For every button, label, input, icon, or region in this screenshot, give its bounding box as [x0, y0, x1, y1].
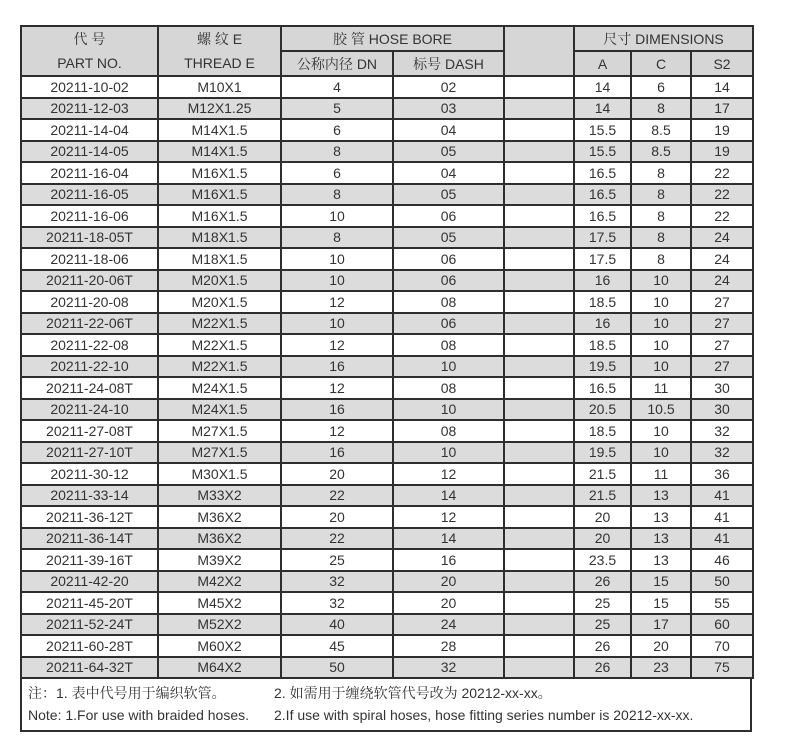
table-row: [21, 506, 753, 528]
cell-dn: 16: [281, 442, 393, 464]
cell-c: 10: [631, 334, 691, 356]
cell-dash: 08: [393, 291, 504, 313]
note-cn-2: 2. 如需用于缠绕软管代号改为 20212-xx-xx。: [274, 685, 552, 701]
cell-blank: [504, 635, 574, 657]
cell-thread_e: M45X2: [158, 592, 281, 614]
cell-c: 10: [631, 270, 691, 292]
cell-part_no: 20211-14-04: [21, 119, 158, 141]
cell-s2: 27: [691, 334, 753, 356]
cell-dn: 6: [281, 119, 393, 141]
note-line-cn: [28, 682, 750, 704]
cell-dn: 10: [281, 205, 393, 227]
cell-dash: 08: [393, 334, 504, 356]
cell-part_no: 20211-22-10: [21, 356, 158, 378]
cell-s2: 27: [691, 313, 753, 335]
cell-thread_e: M18X1.5: [158, 227, 281, 249]
cell-part_no: 20211-42-20: [21, 571, 158, 593]
cell-blank: [504, 356, 574, 378]
cell-part_no: 20211-22-06T: [21, 313, 158, 335]
cell-s2: 30: [691, 399, 753, 421]
cell-a: 25: [574, 592, 631, 614]
cell-part_no: 20211-20-08: [21, 291, 158, 313]
table-row: [21, 291, 753, 313]
cell-blank: [504, 442, 574, 464]
cell-part_no: 20211-24-08T: [21, 377, 158, 399]
cell-dn: 8: [281, 141, 393, 163]
cell-c: 13: [631, 485, 691, 507]
cell-s2: 24: [691, 227, 753, 249]
header-part-no-en: PART NO.: [57, 55, 122, 71]
cell-part_no: 20211-64-32T: [21, 657, 158, 679]
cell-blank: [504, 657, 574, 679]
table-row: [21, 377, 753, 399]
cell-s2: 46: [691, 549, 753, 571]
cell-part_no: 20211-18-06: [21, 248, 158, 270]
table-row: [21, 356, 753, 378]
cell-thread_e: M12X1.25: [158, 98, 281, 120]
cell-dash: 20: [393, 571, 504, 593]
cell-s2: 19: [691, 141, 753, 163]
cell-part_no: 20211-60-28T: [21, 635, 158, 657]
cell-dn: 8: [281, 184, 393, 206]
cell-blank: [504, 248, 574, 270]
cell-part_no: 20211-27-10T: [21, 442, 158, 464]
cell-a: 14: [574, 76, 631, 98]
cell-blank: [504, 313, 574, 335]
cell-thread_e: M39X2: [158, 549, 281, 571]
cell-a: 18.5: [574, 291, 631, 313]
cell-c: 23: [631, 657, 691, 679]
cell-c: 20: [631, 635, 691, 657]
header-part-no: [21, 26, 158, 76]
header-thread: [158, 26, 281, 76]
cell-a: 21.5: [574, 485, 631, 507]
cell-c: 8: [631, 162, 691, 184]
cell-s2: 32: [691, 442, 753, 464]
cell-dash: 04: [393, 162, 504, 184]
cell-s2: 14: [691, 76, 753, 98]
cell-thread_e: M36X2: [158, 506, 281, 528]
cell-part_no: 20211-30-12: [21, 463, 158, 485]
cell-part_no: 20211-22-08: [21, 334, 158, 356]
header-row-1: [21, 26, 753, 51]
cell-a: 20.5: [574, 399, 631, 421]
cell-a: 23.5: [574, 549, 631, 571]
cell-a: 16.5: [574, 162, 631, 184]
cell-dash: 32: [393, 657, 504, 679]
table-row: [21, 141, 753, 163]
cell-c: 15: [631, 571, 691, 593]
cell-thread_e: M64X2: [158, 657, 281, 679]
cell-c: 10.5: [631, 399, 691, 421]
table-body: [21, 76, 753, 678]
table-row: [21, 420, 753, 442]
cell-thread_e: M24X1.5: [158, 399, 281, 421]
cell-dash: 02: [393, 76, 504, 98]
table-row: [21, 614, 753, 636]
cell-thread_e: M27X1.5: [158, 442, 281, 464]
cell-part_no: 20211-20-06T: [21, 270, 158, 292]
cell-dn: 16: [281, 399, 393, 421]
cell-dn: 5: [281, 98, 393, 120]
table-row: [21, 442, 753, 464]
cell-blank: [504, 76, 574, 98]
cell-s2: 50: [691, 571, 753, 593]
cell-c: 11: [631, 377, 691, 399]
cell-s2: 22: [691, 162, 753, 184]
cell-c: 13: [631, 506, 691, 528]
cell-blank: [504, 141, 574, 163]
cell-thread_e: M42X2: [158, 571, 281, 593]
cell-dn: 12: [281, 420, 393, 442]
table-row: [21, 227, 753, 249]
cell-a: 18.5: [574, 334, 631, 356]
cell-thread_e: M20X1.5: [158, 270, 281, 292]
table-row: [21, 592, 753, 614]
table-row: [21, 98, 753, 120]
cell-a: 15.5: [574, 141, 631, 163]
cell-dash: 05: [393, 184, 504, 206]
cell-blank: [504, 549, 574, 571]
note-en-1: Note: 1.For use with braided hoses.: [28, 707, 250, 723]
cell-blank: [504, 98, 574, 120]
cell-part_no: 20211-33-14: [21, 485, 158, 507]
header-part-no-cn: 代 号: [73, 31, 106, 47]
note-en-2: 2.If use with spiral hoses, hose fitting series number is 20212-xx-xx.: [274, 707, 694, 723]
cell-blank: [504, 399, 574, 421]
cell-thread_e: M14X1.5: [158, 119, 281, 141]
cell-c: 8: [631, 205, 691, 227]
header-dimensions-group: 尺寸 DIMENSIONS: [574, 26, 753, 51]
table-row: [21, 205, 753, 227]
header-thread-en: THREAD E: [184, 55, 255, 71]
cell-s2: 75: [691, 657, 753, 679]
table-row: [21, 528, 753, 550]
cell-dn: 6: [281, 162, 393, 184]
cell-thread_e: M22X1.5: [158, 313, 281, 335]
cell-dn: 32: [281, 592, 393, 614]
header-s2: S2: [691, 51, 753, 76]
cell-thread_e: M20X1.5: [158, 291, 281, 313]
cell-c: 10: [631, 420, 691, 442]
cell-a: 25: [574, 614, 631, 636]
cell-dash: 10: [393, 442, 504, 464]
header-hose-bore-group: 胶 管 HOSE BORE: [281, 26, 504, 51]
cell-c: 10: [631, 356, 691, 378]
header-dash: 标号 DASH: [393, 51, 504, 76]
cell-thread_e: M22X1.5: [158, 356, 281, 378]
cell-part_no: 20211-36-14T: [21, 528, 158, 550]
cell-dn: 10: [281, 313, 393, 335]
cell-c: 13: [631, 549, 691, 571]
table-row: [21, 463, 753, 485]
cell-s2: 36: [691, 463, 753, 485]
cell-a: 20: [574, 528, 631, 550]
cell-dn: 10: [281, 248, 393, 270]
cell-part_no: 20211-24-10: [21, 399, 158, 421]
cell-part_no: 20211-27-08T: [21, 420, 158, 442]
cell-blank: [504, 205, 574, 227]
cell-dn: 50: [281, 657, 393, 679]
table-row: [21, 162, 753, 184]
cell-dn: 12: [281, 377, 393, 399]
cell-a: 26: [574, 571, 631, 593]
cell-s2: 22: [691, 205, 753, 227]
cell-thread_e: M60X2: [158, 635, 281, 657]
cell-dn: 45: [281, 635, 393, 657]
cell-dash: 20: [393, 592, 504, 614]
cell-dn: 25: [281, 549, 393, 571]
cell-a: 26: [574, 635, 631, 657]
cell-a: 17.5: [574, 248, 631, 270]
cell-part_no: 20211-16-06: [21, 205, 158, 227]
cell-a: 21.5: [574, 463, 631, 485]
cell-dn: 4: [281, 76, 393, 98]
cell-thread_e: M16X1.5: [158, 162, 281, 184]
cell-a: 19.5: [574, 442, 631, 464]
cell-a: 19.5: [574, 356, 631, 378]
cell-s2: 70: [691, 635, 753, 657]
cell-blank: [504, 227, 574, 249]
cell-dash: 14: [393, 528, 504, 550]
cell-blank: [504, 119, 574, 141]
cell-s2: 41: [691, 485, 753, 507]
cell-dn: 12: [281, 291, 393, 313]
cell-dash: 08: [393, 377, 504, 399]
cell-c: 6: [631, 76, 691, 98]
cell-s2: 60: [691, 614, 753, 636]
cell-blank: [504, 420, 574, 442]
cell-blank: [504, 162, 574, 184]
header-c: C: [631, 51, 691, 76]
cell-dash: 06: [393, 270, 504, 292]
table-header: [21, 26, 753, 76]
cell-part_no: 20211-18-05T: [21, 227, 158, 249]
header-thread-cn: 螺 纹 E: [196, 31, 243, 47]
cell-c: 8: [631, 248, 691, 270]
cell-dn: 20: [281, 506, 393, 528]
cell-s2: 41: [691, 528, 753, 550]
cell-c: 13: [631, 528, 691, 550]
cell-a: 17.5: [574, 227, 631, 249]
table-row: [21, 270, 753, 292]
cell-a: 20: [574, 506, 631, 528]
table-row: [21, 549, 753, 571]
cell-c: 8: [631, 184, 691, 206]
cell-dash: 06: [393, 248, 504, 270]
cell-dn: 20: [281, 463, 393, 485]
cell-dash: 05: [393, 141, 504, 163]
cell-s2: 24: [691, 248, 753, 270]
cell-blank: [504, 485, 574, 507]
cell-part_no: 20211-12-03: [21, 98, 158, 120]
cell-thread_e: M16X1.5: [158, 184, 281, 206]
cell-dash: 14: [393, 485, 504, 507]
header-blank: [504, 26, 574, 76]
cell-a: 16: [574, 270, 631, 292]
header-a: A: [574, 51, 631, 76]
cell-thread_e: M52X2: [158, 614, 281, 636]
cell-c: 17: [631, 614, 691, 636]
cell-blank: [504, 463, 574, 485]
cell-dn: 8: [281, 227, 393, 249]
cell-dn: 16: [281, 356, 393, 378]
table-row: [21, 313, 753, 335]
cell-s2: 24: [691, 270, 753, 292]
cell-blank: [504, 614, 574, 636]
cell-s2: 22: [691, 184, 753, 206]
cell-thread_e: M36X2: [158, 528, 281, 550]
cell-dash: 10: [393, 399, 504, 421]
cell-c: 8: [631, 227, 691, 249]
cell-dn: 12: [281, 334, 393, 356]
cell-part_no: 20211-36-12T: [21, 506, 158, 528]
cell-a: 16: [574, 313, 631, 335]
cell-blank: [504, 270, 574, 292]
table-row: [21, 184, 753, 206]
cell-c: 10: [631, 442, 691, 464]
cell-dash: 12: [393, 463, 504, 485]
table-row: [21, 76, 753, 98]
cell-s2: 55: [691, 592, 753, 614]
cell-dash: 12: [393, 506, 504, 528]
cell-part_no: 20211-45-20T: [21, 592, 158, 614]
cell-blank: [504, 377, 574, 399]
notes-box: [20, 679, 752, 732]
cell-part_no: 20211-16-05: [21, 184, 158, 206]
cell-thread_e: M10X1: [158, 76, 281, 98]
cell-dash: 06: [393, 205, 504, 227]
hose-fittings-table: [20, 25, 754, 679]
cell-part_no: 20211-39-16T: [21, 549, 158, 571]
cell-thread_e: M33X2: [158, 485, 281, 507]
table-row: [21, 657, 753, 679]
cell-dash: 08: [393, 420, 504, 442]
cell-a: 26: [574, 657, 631, 679]
cell-blank: [504, 528, 574, 550]
note-cn-1: 注：1. 表中代号用于编织软管。: [28, 685, 226, 701]
cell-dash: 04: [393, 119, 504, 141]
cell-blank: [504, 291, 574, 313]
cell-part_no: 20211-52-24T: [21, 614, 158, 636]
cell-s2: 17: [691, 98, 753, 120]
cell-dn: 40: [281, 614, 393, 636]
cell-dash: 05: [393, 227, 504, 249]
cell-thread_e: M18X1.5: [158, 248, 281, 270]
cell-dash: 28: [393, 635, 504, 657]
cell-a: 16.5: [574, 377, 631, 399]
cell-a: 14: [574, 98, 631, 120]
cell-blank: [504, 592, 574, 614]
cell-s2: 32: [691, 420, 753, 442]
table-row: [21, 399, 753, 421]
table-row: [21, 334, 753, 356]
cell-thread_e: M30X1.5: [158, 463, 281, 485]
cell-s2: 41: [691, 506, 753, 528]
cell-part_no: 20211-16-04: [21, 162, 158, 184]
cell-dash: 16: [393, 549, 504, 571]
cell-s2: 30: [691, 377, 753, 399]
cell-thread_e: M22X1.5: [158, 334, 281, 356]
cell-c: 8: [631, 98, 691, 120]
cell-part_no: 20211-10-02: [21, 76, 158, 98]
cell-a: 18.5: [574, 420, 631, 442]
cell-blank: [504, 506, 574, 528]
cell-blank: [504, 334, 574, 356]
cell-dash: 06: [393, 313, 504, 335]
cell-part_no: 20211-14-05: [21, 141, 158, 163]
cell-c: 15: [631, 592, 691, 614]
cell-blank: [504, 571, 574, 593]
cell-c: 10: [631, 291, 691, 313]
cell-dn: 10: [281, 270, 393, 292]
cell-s2: 27: [691, 291, 753, 313]
cell-thread_e: M16X1.5: [158, 205, 281, 227]
table-row: [21, 635, 753, 657]
cell-dn: 32: [281, 571, 393, 593]
table-row: [21, 485, 753, 507]
cell-dash: 03: [393, 98, 504, 120]
cell-dash: 24: [393, 614, 504, 636]
table-row: [21, 248, 753, 270]
cell-c: 10: [631, 313, 691, 335]
table-row: [21, 119, 753, 141]
cell-s2: 27: [691, 356, 753, 378]
cell-thread_e: M27X1.5: [158, 420, 281, 442]
cell-a: 15.5: [574, 119, 631, 141]
cell-thread_e: M14X1.5: [158, 141, 281, 163]
cell-c: 11: [631, 463, 691, 485]
cell-c: 8.5: [631, 141, 691, 163]
cell-blank: [504, 184, 574, 206]
header-dn: 公称内径 DN: [281, 51, 393, 76]
cell-thread_e: M24X1.5: [158, 377, 281, 399]
cell-c: 8.5: [631, 119, 691, 141]
cell-dash: 10: [393, 356, 504, 378]
note-line-en: [28, 704, 750, 726]
table-row: [21, 571, 753, 593]
cell-s2: 19: [691, 119, 753, 141]
cell-a: 16.5: [574, 184, 631, 206]
cell-dn: 22: [281, 528, 393, 550]
cell-dn: 22: [281, 485, 393, 507]
cell-a: 16.5: [574, 205, 631, 227]
